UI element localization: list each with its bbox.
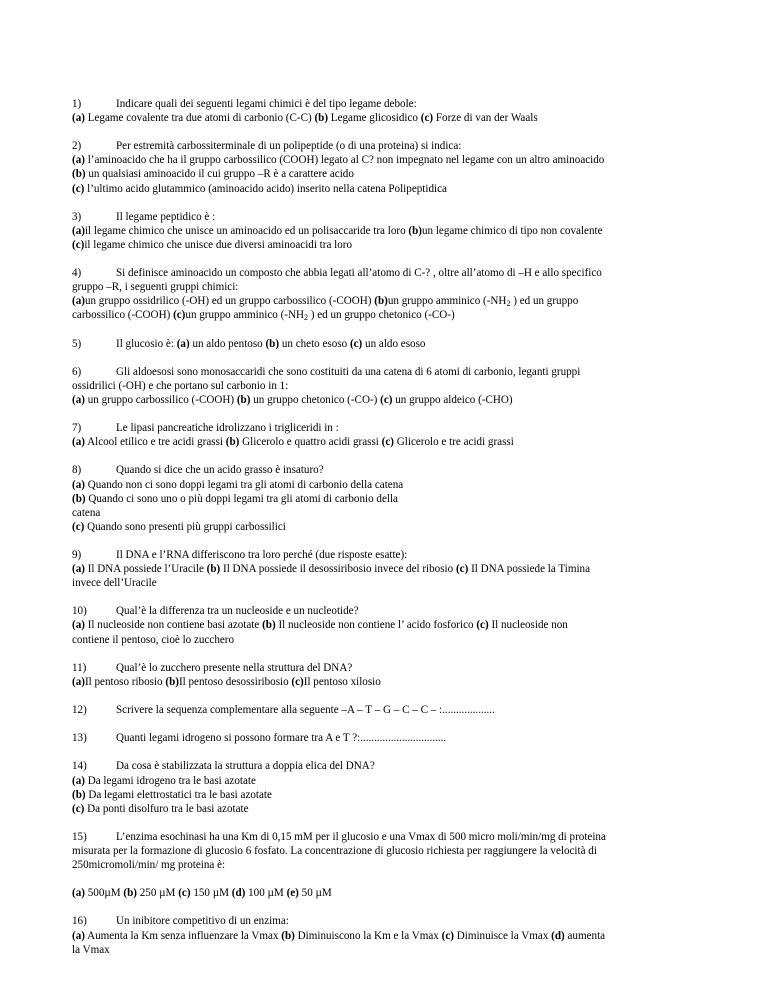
option-line	[72, 802, 712, 816]
question-11-options	[72, 675, 712, 689]
question-text-cont: ossidrilici (-OH) e che portano sul carbonio in 1:	[72, 379, 289, 392]
question-text: Le lipasi pancreatiche idrolizzano i trigliceridi in :	[116, 422, 339, 435]
option-label: (b)	[281, 929, 295, 942]
subscript: 2	[304, 313, 309, 323]
option-b: un gruppo amminico (-NH	[387, 295, 507, 308]
option-b: un cheto esoso	[281, 337, 348, 350]
question-text: Scrivere la sequenza complementare alla seguente –A – T – G – C – C – :...................	[116, 704, 495, 717]
option-label: (a)	[72, 112, 85, 125]
option-c: il legame chimico che unisce due diversi aminoacidi tra loro	[84, 238, 353, 251]
question-text: Quando si dice che un acido grasso è insaturo?	[116, 464, 324, 477]
option-e: 50 µM	[301, 887, 332, 900]
question-3-options	[72, 224, 712, 238]
question-text: L’enzima esochinasi ha una Km di 0,15 mM per il glucosio e una Vmax di 500 micro moli/min/mg di proteina	[116, 830, 606, 843]
option-label: (e)	[286, 887, 299, 900]
option-label: (c)	[72, 802, 85, 815]
question-text-cont: misurata per la formazione di glucosio 6 fosfato. La concentrazione di glucosio richiesta per raggiungere la velocità di	[72, 844, 597, 857]
option-c: Il DNA possiede la Timina	[471, 563, 591, 576]
option-b: Il pentoso desossiribosio	[178, 675, 289, 688]
question-6-options	[72, 393, 712, 407]
question-4-options	[72, 294, 712, 308]
question-10-options	[72, 618, 712, 632]
option-label: (c)	[291, 675, 304, 688]
question-number: 16)	[72, 915, 87, 928]
option-label: (d)	[551, 929, 565, 942]
option-label: (b)	[265, 337, 280, 350]
option-label: (a)	[72, 393, 85, 406]
question-number: 7)	[72, 422, 82, 435]
option-c: l’ultimo acido glutammico (aminoacido acido) inserito nella catena Polipeptidica	[87, 182, 447, 195]
option-b: Legame glicosidico	[330, 112, 418, 125]
option-b: 250 µM	[139, 887, 176, 900]
option-label: (a)	[72, 295, 85, 308]
option-label: (c)	[72, 238, 85, 251]
question-text-cont: gruppo –R, i seguenti gruppi chimici:	[72, 281, 239, 294]
question-11-stem	[72, 661, 712, 675]
question-2-stem	[72, 139, 712, 153]
option-b: Glicerolo e quattro acidi grassi	[242, 436, 379, 449]
option-label: (a)	[72, 929, 85, 942]
option-label: (c)	[72, 520, 85, 533]
option-label: (a)	[72, 774, 85, 787]
question-6	[72, 365, 712, 407]
option-label: (c)	[420, 112, 434, 125]
question-4	[72, 266, 712, 322]
option-b-cont: ) ed un gruppo	[510, 295, 579, 308]
option-b: Il nucleoside non contiene l’ acido fosforico	[278, 619, 474, 632]
option-d: 100 µM	[248, 887, 284, 900]
question-11	[72, 661, 712, 689]
option-c: Forze di van der Waals	[435, 112, 538, 125]
question-14-stem	[72, 759, 712, 773]
option-a: Il pentoso ribosio	[84, 675, 163, 688]
option-label: (a)	[72, 675, 85, 688]
question-number: 10)	[72, 605, 87, 618]
question-12	[72, 703, 712, 717]
question-number: 11)	[72, 661, 87, 674]
question-12-stem	[72, 703, 712, 717]
option-c: Il nucleoside non	[491, 619, 568, 632]
option-line	[72, 167, 712, 181]
question-7-options	[72, 435, 712, 449]
option-a: 500µM	[87, 887, 121, 900]
option-a: Alcool etilico e tre acidi grassi	[87, 436, 223, 449]
option-label: (c)	[441, 929, 454, 942]
question-number: 5)	[72, 337, 82, 350]
question-text: Da cosa è stabilizzata la struttura a doppia elica del DNA?	[116, 760, 375, 773]
question-text-cont: 250micromoli/min/ mg proteina è:	[72, 859, 226, 872]
document-page	[72, 97, 712, 971]
option-b: un gruppo chetonico (-CO-)	[253, 393, 378, 406]
option-c: Diminuisce la Vmax	[456, 929, 549, 942]
option-label: (a)	[72, 619, 85, 632]
option-label: (b)	[262, 619, 276, 632]
question-number: 13)	[72, 732, 87, 745]
option-a: l’aminoacido che ha il gruppo carbossilico (COOH) legato al C? non impegnato nel legame con un altro aminoacido	[87, 154, 605, 167]
question-number: 1)	[72, 98, 82, 110]
option-label: (c)	[455, 563, 469, 576]
option-label: (d)	[231, 887, 246, 900]
option-label: (a)	[72, 887, 85, 900]
question-9-options	[72, 562, 712, 576]
option-line	[72, 520, 712, 534]
option-c-cont: invece dell’Uracile	[72, 577, 157, 590]
option-a: Da legami idrogeno tra le basi azotate	[87, 774, 256, 787]
question-10-stem	[72, 604, 712, 618]
option-c: un aldo esoso	[365, 337, 426, 350]
question-text: Si definisce aminoacido un composto che abbia legati all’atomo di C-? , oltre all’atomo di –H e allo specifico	[116, 267, 602, 280]
option-line	[72, 774, 712, 788]
option-label: (b)	[72, 168, 86, 181]
question-number: 6)	[72, 365, 82, 378]
option-a: Il DNA possiede l’Uracile	[87, 563, 204, 576]
option-label: (b)	[236, 393, 251, 406]
option-c: 150 µM	[193, 887, 229, 900]
question-13	[72, 731, 712, 745]
option-line	[72, 182, 712, 196]
question-text: Gli aldoesosi sono monosaccaridi che sono costituiti da una catena di 6 atomi di carbonio, leganti gruppi	[116, 365, 581, 378]
option-label: (a)	[72, 224, 85, 237]
question-14	[72, 759, 712, 815]
question-2	[72, 139, 712, 195]
question-7-stem	[72, 421, 712, 435]
question-1-stem	[72, 97, 712, 111]
question-15-answers	[72, 886, 712, 900]
question-text: Quanti legami idrogeno si possono formare tra A e T ?:...............................	[116, 732, 447, 745]
option-b: Quando ci sono uno o più doppi legami tra gli atomi di carbonio della	[88, 492, 398, 505]
question-9	[72, 548, 712, 590]
option-label: (b)	[314, 112, 329, 125]
option-label: (c)	[349, 337, 363, 350]
option-c: Da ponti disolfuro tra le basi azotate	[87, 802, 249, 815]
option-a: Il nucleoside non contiene basi azotate	[87, 619, 260, 632]
question-text: Il glucosio è:	[116, 337, 174, 350]
question-16-stem	[72, 914, 712, 928]
option-c: Quando sono presenti più gruppi carbossilici	[87, 520, 286, 533]
option-label: (a)	[72, 436, 85, 449]
question-number: 3)	[72, 210, 82, 223]
question-text: Il DNA e l’RNA differiscono tra loro perché (due risposte esatte):	[116, 549, 408, 561]
option-label: (a)	[72, 563, 85, 576]
question-15-stem	[72, 830, 712, 844]
option-line	[72, 492, 712, 506]
option-label: (a)	[72, 154, 85, 167]
question-16-options	[72, 929, 712, 943]
option-label: (a)	[72, 478, 85, 491]
question-8	[72, 463, 712, 533]
question-text: Il legame peptidico è :	[116, 210, 216, 223]
question-4-stem	[72, 266, 712, 280]
option-a: un gruppo carbossilico (-COOH)	[87, 393, 235, 406]
option-a: Legame covalente tra due atomi di carbonio (C-C)	[87, 112, 312, 125]
question-6-stem	[72, 365, 712, 379]
subscript: 2	[506, 299, 511, 309]
option-line	[72, 308, 712, 322]
option-c: Glicerolo e tre acidi grassi	[396, 436, 514, 449]
question-10	[72, 604, 712, 646]
option-line	[72, 153, 712, 167]
question-text: Qual’è la differenza tra un nucleoside e un nucleotide?	[116, 605, 359, 618]
question-text: Qual’è lo zucchero presente nella struttura del DNA?	[116, 661, 353, 674]
option-c: un gruppo aldeico (-CHO)	[395, 393, 513, 406]
option-label: (b)	[165, 675, 179, 688]
option-a: il legame chimico che unisce un aminoacido ed un polisaccaride tra loro	[84, 224, 406, 237]
question-number: 2)	[72, 140, 82, 153]
question-1	[72, 97, 712, 125]
question-text: Per estremità carbossiterminale di un polipeptide (o di una proteina) si indica:	[116, 140, 462, 153]
option-label: (c)	[178, 887, 191, 900]
option-label: (c)	[476, 619, 489, 632]
option-line	[72, 478, 712, 492]
option-b-cont: carbossilico (-COOH)	[72, 309, 171, 322]
question-7	[72, 421, 712, 449]
question-15	[72, 830, 712, 872]
option-label: (a)	[176, 337, 190, 350]
option-line	[72, 238, 712, 252]
question-16	[72, 914, 712, 956]
option-c-cont: contiene il pentoso, cioè lo zucchero	[72, 633, 235, 646]
option-label: (c)	[173, 309, 186, 322]
option-c: un gruppo amminico (-NH	[185, 309, 305, 322]
question-number: 4)	[72, 267, 82, 280]
option-label: (c)	[381, 436, 394, 449]
question-number: 8)	[72, 464, 82, 477]
question-3	[72, 210, 712, 252]
option-d-cont: la Vmax	[72, 943, 110, 956]
option-label: (b)	[123, 887, 137, 900]
question-text: Indicare quali dei seguenti legami chimici è del tipo legame debole:	[116, 98, 417, 110]
option-b: Da legami elettrostatici tra le basi azotate	[88, 788, 272, 801]
option-b: un legame chimico di tipo non covalente	[421, 224, 603, 237]
question-1-options	[72, 111, 712, 125]
question-15-options	[72, 886, 712, 900]
option-label: (b)	[72, 492, 86, 505]
option-a: Aumenta la Km senza influenzare la Vmax	[87, 929, 279, 942]
question-text: Un inibitore competitivo di un enzima:	[116, 915, 289, 928]
question-number: 12)	[72, 704, 87, 717]
option-c-cont: ) ed un gruppo chetonico (-CO-)	[308, 309, 455, 322]
option-label: (c)	[72, 182, 85, 195]
question-5-stem	[72, 337, 712, 351]
option-b-cont: catena	[72, 506, 101, 519]
question-3-stem	[72, 210, 712, 224]
option-label: (b)	[72, 788, 86, 801]
question-13-stem	[72, 731, 712, 745]
question-number: 15)	[72, 830, 87, 843]
option-d: aumenta	[567, 929, 606, 942]
option-label: (b)	[225, 436, 240, 449]
option-b: Diminuiscono la Km e la Vmax	[297, 929, 439, 942]
question-number: 14)	[72, 760, 87, 773]
option-c: Il pentoso xilosio	[303, 675, 381, 688]
question-8-stem	[72, 463, 712, 477]
option-a: un gruppo ossidrilico (-OH) ed un gruppo carbossilico (-COOH)	[84, 295, 372, 308]
question-number: 9)	[72, 549, 82, 561]
question-5	[72, 337, 712, 351]
option-label: (b)	[206, 563, 221, 576]
option-label: (b)	[408, 224, 422, 237]
option-b: Il DNA possiede il desossiribosio invece del ribosio	[223, 563, 454, 576]
option-b: un qualsiasi aminoacido il cui gruppo –R è a carattere acido	[88, 168, 354, 181]
option-label: (b)	[374, 295, 388, 308]
option-line	[72, 788, 712, 802]
question-9-stem	[72, 548, 712, 562]
option-label: (c)	[380, 393, 393, 406]
option-a: Quando non ci sono doppi legami tra gli atomi di carbonio della catena	[87, 478, 404, 491]
option-a: un aldo pentoso	[192, 337, 263, 350]
